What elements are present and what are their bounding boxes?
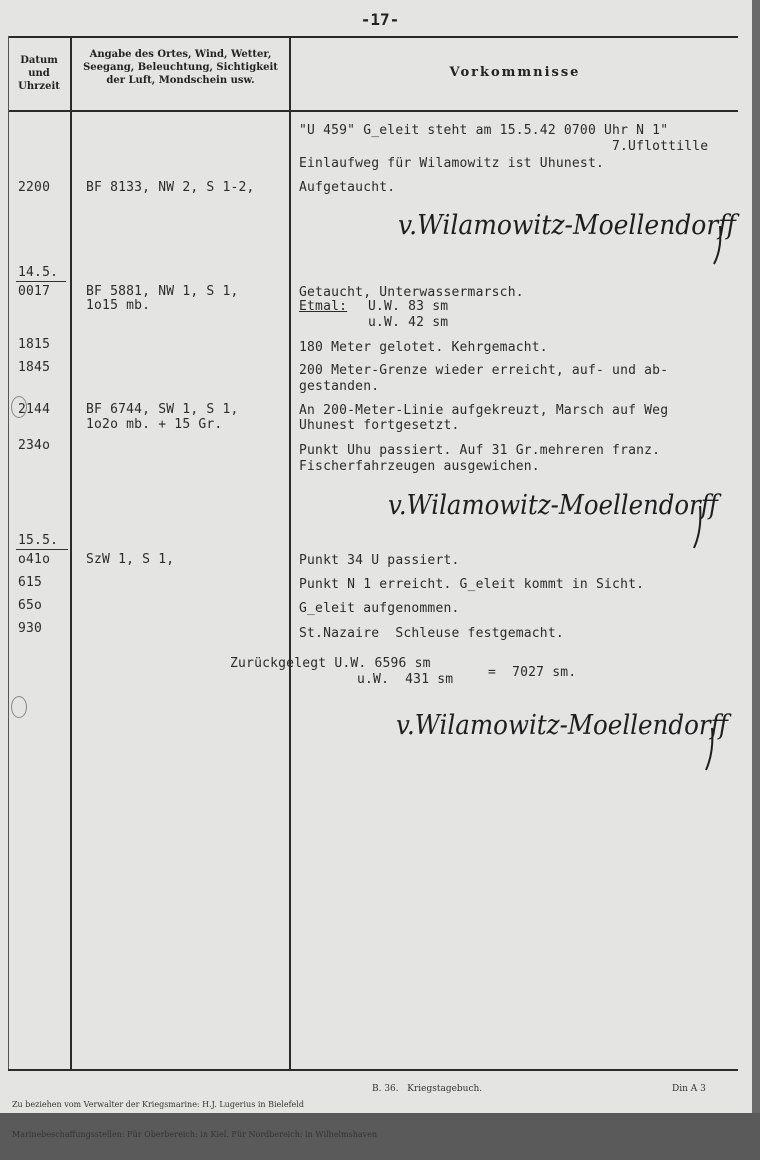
- header-col2-line2: Seegang, Beleuchtung, Sichtigkeit: [83, 62, 278, 73]
- total-equals: = 7027 sm.: [488, 665, 577, 680]
- entry-10-time: 65o: [18, 598, 43, 613]
- header-col2-line3: der Luft, Mondschein usw.: [106, 75, 255, 86]
- entry-11-text: St.Nazaire Schleuse festgemacht.: [299, 626, 564, 641]
- entry-2-position: BF 8133, NW 2, S 1-2,: [86, 180, 255, 195]
- entry-3-text-2: U.W. 83 sm: [368, 299, 449, 314]
- header-date-time: [10, 54, 68, 93]
- header-col1-line3: Uhrzeit: [18, 81, 60, 92]
- header-col1-line1: Datum: [20, 55, 58, 66]
- entry-1-line-3: Einlaufweg für Wilamowitz ist Uhunest.: [299, 156, 605, 171]
- header-events: Vorkommnisse: [449, 65, 581, 80]
- column-divider-1: [70, 36, 72, 1070]
- svg-text:v.Wilamowitz-Moellendorff: v.Wilamowitz-Moellendorff: [398, 210, 740, 241]
- header-col1-line2: und: [28, 68, 50, 79]
- entry-3-label: Etmal:: [299, 299, 348, 314]
- header-location-weather: [73, 48, 288, 87]
- entry-7-time: 234o: [18, 438, 51, 453]
- footer-publisher-line-1: Zu beziehen vom Verwalter der Kriegsmarine: H.J. Lugerius in Bielefeld: [12, 1100, 304, 1109]
- entry-3-position-line-1: BF 5881, NW 1, S 1,: [86, 284, 239, 299]
- date-underline-1: [16, 281, 66, 282]
- left-border: [8, 36, 9, 1070]
- entry-7-text-2: Fischerfahrzeugen ausgewichen.: [299, 459, 540, 474]
- signature-3: [396, 702, 741, 774]
- footer-publisher: [12, 1080, 377, 1160]
- entry-8-text: Punkt 34 U passiert.: [299, 553, 460, 568]
- date-14-5: 14.5.: [18, 265, 59, 280]
- header-col2-line1: Angabe des Ortes, Wind, Wetter,: [89, 49, 272, 60]
- entry-6-text-2: Uhunest fortgesetzt.: [299, 418, 460, 433]
- punch-hole-2: [11, 696, 27, 718]
- svg-text:v.Wilamowitz-Moellendorff: v.Wilamowitz-Moellendorff: [396, 710, 732, 741]
- footer-publisher-line-2: Marinebeschaffungsstellen: Für Oberbereich: in Kiel. Für Nordbereich: in Wilhelmshaven: [12, 1130, 378, 1139]
- entry-1-line-2: 7.Uflottille: [612, 139, 709, 154]
- entry-3-position-line-2: 1o15 mb.: [86, 298, 151, 313]
- entry-10-text: G_eleit aufgenommen.: [299, 601, 460, 616]
- page-edge: [752, 0, 760, 1113]
- footer-paper-format: Din A 3: [672, 1084, 706, 1094]
- svg-text:v.Wilamowitz-Moellendorff: v.Wilamowitz-Moellendorff: [388, 490, 722, 521]
- page-number: -17-: [360, 10, 400, 29]
- entry-5-text-1: 200 Meter-Grenze wieder erreicht, auf- und ab-: [299, 363, 669, 378]
- entry-6-position-line-1: BF 6744, SW 1, S 1,: [86, 402, 239, 417]
- entry-11-time: 930: [18, 621, 43, 636]
- bottom-rule: [8, 1069, 738, 1071]
- top-rule: [8, 36, 738, 38]
- entry-4-text: 180 Meter gelotet. Kehrgemacht.: [299, 340, 548, 355]
- column-divider-2: [289, 36, 291, 1070]
- entry-8-position: SzW 1, S 1,: [86, 552, 175, 567]
- signature-1: [398, 204, 743, 270]
- entry-7-text-1: Punkt Uhu passiert. Auf 31 Gr.mehreren franz.: [299, 443, 661, 458]
- entry-5-time: 1845: [18, 360, 51, 375]
- entry-1-line-1: "U 459" G_eleit steht am 15.5.42 0700 Uhr N 1": [299, 123, 669, 138]
- entry-5-text-2: gestanden.: [299, 379, 380, 394]
- punch-hole-1: [11, 396, 27, 418]
- date-underline-2: [16, 549, 68, 550]
- entry-2-time: 2200: [18, 180, 51, 195]
- signature-2: [388, 482, 733, 552]
- entry-4-time: 1815: [18, 337, 51, 352]
- entry-6-position-line-2: 1o2o mb. + 15 Gr.: [86, 417, 223, 432]
- entry-6-time: 2144: [18, 402, 51, 417]
- header-rule: [8, 110, 738, 112]
- entry-8-time: o41o: [18, 552, 51, 567]
- total-line-2: u.W. 431 sm: [357, 672, 454, 687]
- entry-9-text: Punkt N 1 erreicht. G_eleit kommt in Sicht.: [299, 577, 645, 592]
- entry-9-time: 615: [18, 575, 43, 590]
- entry-3-text-1: Getaucht, Unterwassermarsch.: [299, 285, 524, 300]
- footer-form-number: B. 36. Kriegstagebuch.: [372, 1084, 483, 1094]
- entry-3-text-3: u.W. 42 sm: [368, 315, 449, 330]
- entry-2-text: Aufgetaucht.: [299, 180, 396, 195]
- entry-6-text-1: An 200-Meter-Linie aufgekreuzt, Marsch auf Weg: [299, 403, 669, 418]
- total-line-1: Zurückgelegt U.W. 6596 sm: [230, 656, 431, 671]
- date-15-5: 15.5.: [18, 533, 59, 548]
- entry-3-time: 0017: [18, 284, 51, 299]
